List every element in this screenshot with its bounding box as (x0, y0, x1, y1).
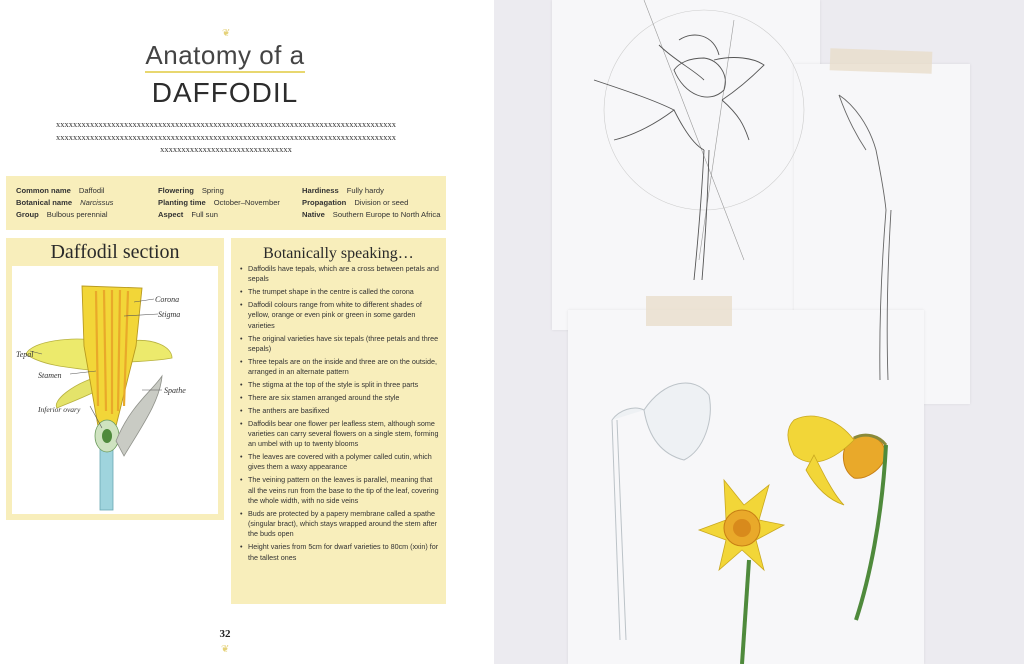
pencil-sketch-bud (839, 95, 891, 380)
stem-illustration (100, 446, 113, 510)
fact-flowering: Flowering Spring (158, 186, 224, 195)
label-stigma: Stigma (158, 310, 181, 319)
botany-point: • Daffodil colours range from white to different shades of yellow, orange or even pink or green in some garden varieties (248, 300, 439, 331)
label-tepal: Tepal (16, 350, 34, 359)
botanically-speaking-panel (231, 238, 446, 604)
fact-native: Native Southern Europe to North Africa (302, 210, 441, 219)
fact-aspect: Aspect Full sun (158, 210, 218, 219)
botany-point: • The veining pattern on the leaves is parallel, meaning that all the veins run from the base to the tip of the leaf, covering the whole width, with no side veins (248, 475, 439, 506)
botany-point: • Daffodils bear one flower per leafless stem, although some varieties can carry several flowers on a single stem, forming an umbel with up to twenty blooms (248, 419, 439, 450)
fact-planting-time: Planting time October–November (158, 198, 280, 207)
botany-point: • Daffodils have tepals, which are a cross between petals and sepals (248, 264, 439, 285)
fact-hardiness: Hardiness Fully hardy (302, 186, 384, 195)
fact-propagation: Propagation Division or seed (302, 198, 409, 207)
botany-point: • The leaves are covered with a polymer called cutin, which gives them a waxy appearance (248, 452, 439, 473)
title-line-2: DAFFODIL (151, 77, 299, 108)
botany-title: Botanically speaking… (263, 245, 414, 262)
page-number: 32 (219, 628, 231, 640)
daffodil-cross-section-illustration (12, 266, 218, 514)
botany-point: • The original varieties have six tepals (three petals and three sepals) (248, 334, 439, 355)
botany-list (231, 264, 439, 565)
section-illustration-frame (12, 266, 218, 514)
botany-point: • There are six stamen arranged around the style (248, 393, 439, 403)
yellow-daffodil-side (788, 416, 886, 620)
pencil-sketch-flower (594, 0, 804, 280)
pale-daffodil-painting (612, 383, 710, 640)
section-title: Daffodil section (50, 241, 180, 263)
botany-point: • Buds are protected by a papery membrane called a spathe (singular bract), which stays wrapped around the stem after the buds open (248, 509, 439, 540)
botany-point: • The trumpet shape in the centre is called the corona (248, 287, 439, 297)
botany-point: • Height varies from 5cm for dwarf varieties to 80cm (xxin) for the tallest ones (248, 542, 439, 563)
label-spathe: Spathe (164, 386, 186, 395)
botany-point: • The stigma at the top of the style is split in three parts (248, 380, 439, 390)
botany-point: • The anthers are basifixed (248, 406, 439, 416)
fact-group: Group Bulbous perennial (16, 210, 108, 219)
label-inferior-ovary: Inferior ovary (38, 405, 81, 414)
fact-common-name: Common name Daffodil (16, 186, 105, 195)
daffodil-section-panel (6, 238, 224, 520)
leaf-ornament-icon: ❦ (222, 28, 231, 39)
left-page (0, 0, 494, 664)
yellow-daffodil-front (699, 480, 784, 664)
fact-botanical-name: Botanical name Narcissus (16, 198, 114, 207)
plant-facts-panel (6, 176, 446, 230)
right-page-photo (494, 0, 1024, 664)
label-stamen: Stamen (38, 371, 62, 380)
botany-point: • Three tepals are on the inside and three are on the outside, arranged in an alternate pattern (248, 357, 439, 378)
ovary-core-illustration (102, 429, 112, 443)
intro-placeholder-text: xxxxxxxxxxxxxxxxxxxxxxxxxxxxxxxxxxxxxxxxxxxxxxxxxxxxxxxxxxxxxxxxxxxxxxxxxxxxxxxxxxxxxxxxxxxxxxxxxxxxxxxxxxxxxxxxxxxxxxxxxxxxxxxxxxxxxxxxxxxxxxxxxxxxxxxxxxxxxxxxxxxxxxxxxxxxxxxxxxxxxxxxxxxxxxx (56, 119, 396, 154)
daffodil-artwork (494, 0, 1024, 664)
title-line-1: Anatomy of a (0, 40, 450, 71)
label-corona: Corona (155, 295, 180, 304)
leaf-ornament-icon: ❦ (221, 644, 230, 655)
